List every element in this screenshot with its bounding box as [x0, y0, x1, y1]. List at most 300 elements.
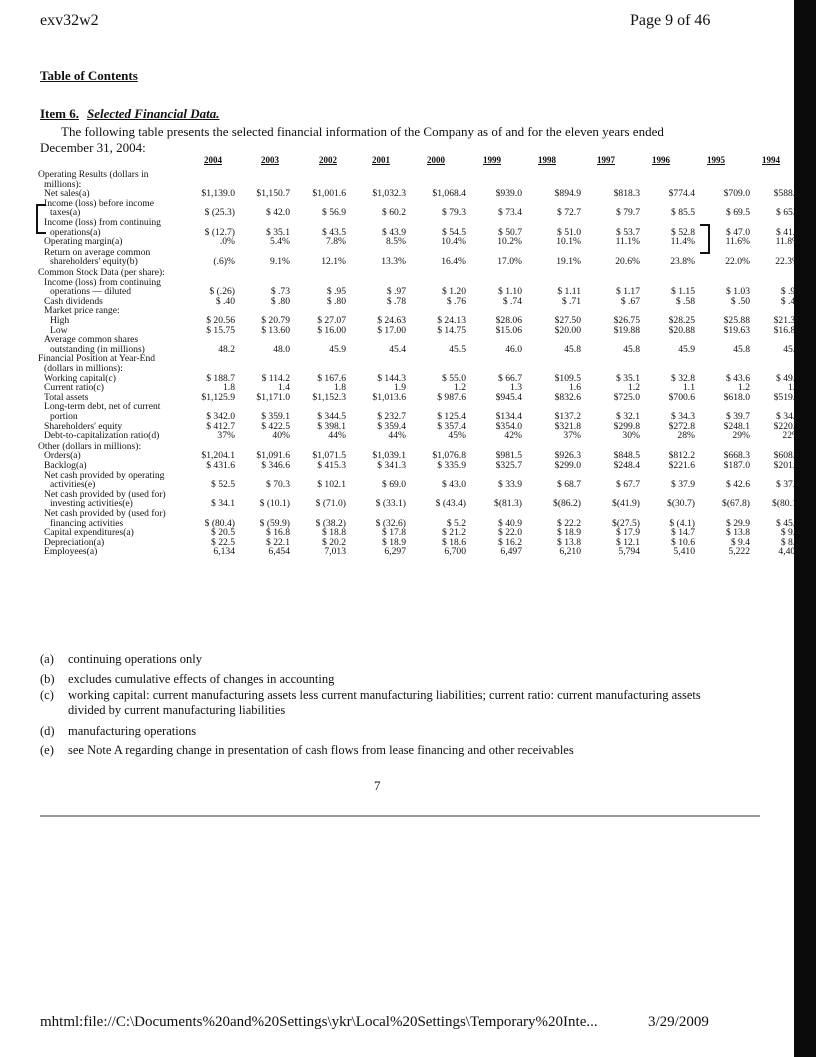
table-cell: $981.5 [495, 450, 522, 462]
footnote-tag: (c) [40, 688, 54, 702]
table-cell: $ 20.5 [211, 527, 235, 539]
table-cell: $ 1.03 [726, 286, 750, 298]
table-cell: 6,700 [444, 546, 466, 558]
table-cell: $818.3 [613, 188, 640, 200]
table-cell: $ 56.9 [322, 207, 346, 219]
row-label: Income (loss) from continuing [44, 276, 161, 288]
row-label: Employees(a) [44, 546, 98, 558]
table-cell: $ 69.0 [382, 479, 406, 491]
table-cell: $ 415.3 [317, 460, 346, 471]
row-label: Net cash provided by operating [44, 469, 165, 481]
table-cell: 22.0% [725, 256, 750, 268]
table-cell: $ 9.4 [780, 527, 800, 539]
table-cell: $ (43.4) [435, 498, 466, 510]
table-cell: 45.8 [623, 343, 640, 355]
table-cell: $ 29.9 [726, 517, 750, 529]
table-cell: $ 18.9 [382, 536, 406, 548]
footnote-text: excludes cumulative effects of changes in accounting [68, 672, 335, 686]
handwritten-bracket-right [700, 224, 710, 254]
table-cell: $(30.7) [667, 498, 695, 510]
table-cell: $ 27.07 [317, 315, 346, 326]
table-cell: $ 73.4 [498, 207, 522, 219]
table-cell: 6,134 [213, 546, 235, 558]
table-cell: $1,152.3 [312, 391, 346, 403]
row-label: Depreciation(a) [44, 536, 105, 548]
table-cell: 5,794 [618, 546, 640, 558]
row-label: Long-term debt, net of current [44, 401, 161, 413]
table-cell: (.6)% [213, 256, 235, 268]
row-label: Other (dollars in millions): [38, 440, 142, 452]
table-cell: $ 50.7 [498, 226, 522, 238]
table-cell: 42% [504, 430, 522, 442]
row-label: portion [50, 411, 78, 422]
table-cell: $700.6 [668, 391, 695, 403]
table-cell: $ 1.20 [442, 286, 466, 298]
footnote-tag: (d) [40, 724, 55, 738]
table-cell: $848.5 [613, 450, 640, 462]
table-cell: $ 51.0 [557, 226, 581, 238]
table-cell: 5,222 [728, 546, 750, 558]
table-cell: 11.6% [725, 236, 750, 248]
table-cell: $ 43.9 [382, 226, 406, 238]
table-cell: $27.50 [554, 315, 581, 326]
table-cell: 1.4 [278, 382, 290, 394]
table-cell: $ (4.1) [669, 517, 695, 529]
table-cell: 10.1% [556, 236, 581, 248]
item-heading [40, 106, 220, 122]
table-cell: $ 342.0 [206, 411, 235, 422]
table-cell: $187.0 [723, 460, 750, 471]
table-of-contents-link[interactable]: Table of Contents [40, 68, 138, 83]
table-cell: 10.4% [441, 236, 466, 248]
table-cell: $ (25.3) [204, 207, 235, 219]
table-cell: 7,013 [324, 546, 346, 558]
row-label: Net cash provided by (used for) [44, 488, 166, 500]
table-cell: 30% [622, 430, 640, 442]
table-cell: $ 41.2 [776, 226, 800, 238]
table-cell: 23.8% [670, 256, 695, 268]
table-cell: 45.5 [449, 343, 466, 355]
table-cell: $15.06 [495, 324, 522, 336]
year-header-2003: 2003 [261, 155, 279, 165]
table-cell: 5,410 [673, 546, 695, 558]
table-cell: $ 341.3 [377, 460, 406, 471]
intro-paragraph: The following table presents the selected financial information of the Company as of and for the eleven years ended December 31, 2004: [40, 124, 664, 155]
table-cell: $ 5.2 [446, 517, 466, 529]
table-cell: $109.5 [554, 372, 581, 384]
table-cell: $ 49.3 [776, 372, 800, 384]
table-cell: $ 14.7 [671, 527, 695, 539]
table-cell: $ 37.9 [671, 479, 695, 491]
table-cell: $ 52.5 [211, 479, 235, 491]
table-cell: $945.4 [495, 391, 522, 403]
table-cell: 6,210 [559, 546, 581, 558]
table-cell: 6,497 [500, 546, 522, 558]
table-cell: $ .67 [620, 295, 640, 307]
row-label: Total assets [44, 391, 89, 403]
table-cell: $19.88 [613, 324, 640, 336]
table-cell: .0% [219, 236, 235, 248]
table-cell: $1,039.1 [372, 450, 406, 462]
table-cell: $ 9.4 [730, 536, 750, 548]
table-cell: $26.75 [613, 315, 640, 326]
table-cell: $519.2 [773, 391, 800, 403]
table-cell: $1,071.5 [312, 450, 346, 462]
table-cell: $ 66.7 [498, 372, 522, 384]
footnote-text: working capital: current manufacturing assets less current manufacturing liabilities; current ratio: current manufacturing assets divided by current manufacturing liabilities [68, 688, 701, 717]
table-cell: $ 232.7 [377, 411, 406, 422]
table-cell: 22.3% [775, 256, 800, 268]
table-cell: 17.0% [497, 256, 522, 268]
row-label: Average common shares [44, 334, 139, 346]
footnote-a [40, 652, 708, 667]
table-cell: 1.8 [223, 382, 235, 394]
table-cell: $272.8 [668, 420, 695, 432]
table-cell: $ 24.13 [437, 315, 466, 326]
row-label: (dollars in millions): [44, 363, 123, 374]
table-cell: 1.2 [454, 382, 466, 394]
table-cell: 19.1% [556, 256, 581, 268]
table-cell: $1,013.6 [372, 391, 406, 403]
row-label: Financial Position at Year-End [38, 353, 156, 365]
row-label: Operating margin(a) [44, 236, 123, 248]
row-label: Orders(a) [44, 450, 81, 462]
table-cell: $ 20.2 [322, 536, 346, 548]
table-cell: $134.4 [495, 411, 522, 422]
table-cell: $ 359.4 [377, 420, 406, 432]
table-cell: 11.4% [670, 236, 695, 248]
row-label: investing activities(e) [50, 498, 133, 510]
table-cell: $ 60.2 [382, 207, 406, 219]
table-cell: $ 1.17 [616, 286, 640, 298]
footnote-c [40, 688, 708, 718]
table-cell: 8.5% [386, 236, 406, 248]
row-label: Debt-to-capitalization ratio(d) [44, 430, 160, 442]
table-cell: 45.9 [783, 343, 800, 355]
table-cell: 16.4% [441, 256, 466, 268]
table-cell: $ 15.75 [206, 324, 235, 336]
year-header-1994: 1994 [762, 155, 780, 165]
table-cell: $ .71 [561, 295, 581, 307]
table-cell: $ 32.1 [616, 411, 640, 422]
table-cell: $ 102.1 [317, 479, 346, 491]
year-header-2001: 2001 [372, 155, 390, 165]
table-cell: $ .80 [326, 295, 346, 307]
table-cell: 1.4 [788, 382, 800, 394]
table-cell: $894.9 [554, 188, 581, 200]
table-cell: $ 22.0 [498, 527, 522, 539]
table-cell: $299.0 [554, 460, 581, 471]
table-cell: 20.6% [615, 256, 640, 268]
table-cell: $ .95 [326, 286, 346, 298]
row-label: High [50, 315, 70, 326]
table-cell: $ 398.1 [317, 420, 346, 432]
table-cell: $ .90 [780, 286, 800, 298]
row-label: financing activities [50, 517, 124, 529]
table-cell: $ 45.1 [776, 517, 800, 529]
table-cell: 9.1% [270, 256, 290, 268]
table-cell: 11.1% [615, 236, 640, 248]
table-cell: $ 69.5 [726, 207, 750, 219]
row-label: operations(a) [50, 226, 101, 238]
table-cell: $ 47.0 [726, 226, 750, 238]
table-cell: $201.6 [773, 460, 800, 471]
table-cell: 4,405 [778, 546, 800, 558]
year-header-2002: 2002 [319, 155, 337, 165]
table-cell: 45.8 [733, 343, 750, 355]
table-cell: $ (80.4) [204, 517, 235, 529]
table-cell: 1.9 [394, 382, 406, 394]
table-cell: $299.8 [613, 420, 640, 432]
table-cell: $1,204.1 [201, 450, 235, 462]
table-cell: 13.3% [381, 256, 406, 268]
table-cell: $ 18.6 [442, 536, 466, 548]
row-label: Current ratio(c) [44, 382, 104, 394]
table-cell: $ 17.00 [377, 324, 406, 336]
footnote-tag: (b) [40, 672, 55, 686]
year-header-1995: 1995 [707, 155, 725, 165]
row-label: activities(e) [50, 479, 96, 491]
table-cell: 45.9 [329, 343, 346, 355]
table-cell: $668.3 [723, 450, 750, 462]
table-cell: $ 344.5 [317, 411, 346, 422]
footnote-tag: (e) [40, 743, 54, 757]
year-header-1996: 1996 [652, 155, 670, 165]
table-cell: $ 412.7 [206, 420, 235, 432]
table-cell: $ 34.1 [211, 498, 235, 510]
table-cell: 12.1% [321, 256, 346, 268]
table-cell: $ 1.11 [557, 286, 581, 298]
table-cell: $ (33.1) [375, 498, 406, 510]
row-label: Cash dividends [44, 295, 103, 307]
table-cell: $220.3 [773, 420, 800, 432]
table-cell: $ 17.8 [382, 527, 406, 539]
table-cell: $ .73 [270, 286, 290, 298]
table-cell: $28.25 [668, 315, 695, 326]
table-cell: $ 431.6 [206, 460, 235, 471]
table-cell: $ 43.6 [726, 372, 750, 384]
table-cell: $ .78 [386, 295, 406, 307]
table-cell: 48.0 [273, 343, 290, 355]
table-cell: $20.88 [668, 324, 695, 336]
table-cell: $ 34.9 [776, 411, 800, 422]
year-header-1998: 1998 [538, 155, 556, 165]
table-cell: $ 987.6 [437, 391, 466, 403]
row-label: Income (loss) from continuing [44, 217, 161, 228]
table-cell: $ 40.9 [498, 517, 522, 529]
document-id: exv32w2 [40, 12, 99, 29]
table-cell: $19.63 [723, 324, 750, 336]
table-cell: $ 8.2 [780, 536, 800, 548]
table-cell: $608.5 [773, 450, 800, 462]
table-cell: $ (71.0) [315, 498, 346, 510]
table-cell: $ 1.10 [498, 286, 522, 298]
table-cell: $ .42 [780, 295, 800, 307]
table-cell: $812.2 [668, 450, 695, 462]
table-cell: $ 85.5 [671, 207, 695, 219]
footnote-text: manufacturing operations [68, 724, 197, 738]
table-cell: $ (.26) [209, 286, 235, 298]
table-cell: $1,150.7 [256, 188, 290, 200]
table-cell: 44% [328, 430, 346, 442]
year-header-1999: 1999 [483, 155, 501, 165]
table-cell: $ 357.4 [437, 420, 466, 432]
table-cell: $1,001.6 [312, 188, 346, 200]
table-cell: 37% [563, 430, 581, 442]
year-header-2004: 2004 [204, 155, 222, 165]
table-cell: $354.0 [495, 420, 522, 432]
table-cell: 48.2 [218, 343, 235, 355]
table-cell: 1.3 [510, 382, 522, 394]
table-cell: $ 43.0 [442, 479, 466, 491]
table-cell: 10.2% [497, 236, 522, 248]
table-cell: $(27.5) [612, 517, 640, 529]
table-cell: 7.8% [326, 236, 346, 248]
table-cell: $926.3 [554, 450, 581, 462]
table-cell: $ 37.0 [776, 479, 800, 491]
row-label: Low [50, 324, 68, 336]
row-label: taxes(a) [50, 207, 81, 219]
row-label: Common Stock Data (per share): [38, 267, 165, 278]
row-label: outstanding (in millions) [50, 343, 145, 355]
table-cell: $ .80 [270, 295, 290, 307]
table-cell: $28.06 [495, 315, 522, 326]
table-cell: 45% [448, 430, 466, 442]
table-cell: $ 52.8 [671, 226, 695, 238]
table-cell: 22% [782, 430, 800, 442]
table-cell: $774.4 [668, 188, 695, 200]
footnote-b [40, 672, 708, 687]
item-number: Item 6. [40, 106, 79, 121]
table-cell: 5.4% [270, 236, 290, 248]
table-cell: $939.0 [495, 188, 522, 200]
table-cell: $ (12.7) [204, 226, 235, 238]
table-cell: $ 22.1 [266, 536, 290, 548]
table-cell: $ 35.1 [616, 372, 640, 384]
table-cell: $709.0 [723, 188, 750, 200]
table-cell: $ 346.6 [261, 460, 290, 471]
table-cell: $ .74 [502, 295, 522, 307]
row-label: millions): [44, 178, 82, 190]
table-cell: 40% [272, 430, 290, 442]
table-cell: $ 34.3 [671, 411, 695, 422]
table-cell: $ 167.6 [317, 372, 346, 384]
table-cell: 44% [388, 430, 406, 442]
row-label: Backlog(a) [44, 460, 87, 471]
table-cell: $ 16.8 [266, 527, 290, 539]
footnote-d [40, 724, 708, 739]
table-cell: 1.8 [334, 382, 346, 394]
year-header-1997: 1997 [597, 155, 615, 165]
table-cell: $725.0 [613, 391, 640, 403]
table-cell: $ 42.6 [726, 479, 750, 491]
footnote-tag: (a) [40, 652, 54, 666]
table-cell: $ 70.3 [266, 479, 290, 491]
table-cell: $325.7 [495, 460, 522, 471]
table-cell: $ 18.8 [322, 527, 346, 539]
table-cell: $ 39.7 [726, 411, 750, 422]
table-cell: $ 13.8 [726, 527, 750, 539]
table-cell: $221.6 [668, 460, 695, 471]
footer-date: 3/29/2009 [648, 1014, 709, 1030]
table-cell: $ 24.63 [377, 315, 406, 326]
table-cell: $1,032.3 [372, 188, 406, 200]
row-label: Net sales(a) [44, 188, 90, 200]
table-cell: 1.2 [738, 382, 750, 394]
table-cell: $ 22.2 [557, 517, 581, 529]
table-cell: $ 359.1 [261, 411, 290, 422]
table-cell: $(41.9) [612, 498, 640, 510]
page-number: 7 [374, 778, 381, 793]
table-cell: $(81.3) [494, 498, 522, 510]
table-cell: $ 10.6 [671, 536, 695, 548]
table-cell: $ 65.2 [776, 207, 800, 219]
page-bottom-rule [40, 815, 760, 817]
footnote-text: see Note A regarding change in presentation of cash flows from lease financing and other receivables [68, 743, 574, 757]
table-cell: $ 43.5 [322, 226, 346, 238]
table-cell: 29% [732, 430, 750, 442]
footnote-e [40, 743, 708, 758]
table-cell: $20.00 [554, 324, 581, 336]
row-label: Market price range: [44, 305, 120, 317]
table-cell: $(67.8) [722, 498, 750, 510]
table-cell: $ 20.56 [206, 315, 235, 326]
table-cell: $ (10.1) [259, 498, 290, 510]
table-cell: $ 18.9 [557, 527, 581, 539]
page-indicator: Page 9 of 46 [630, 12, 711, 29]
table-cell: $ 125.4 [437, 411, 466, 422]
row-label: Operating Results (dollars in [38, 169, 149, 180]
table-cell: $ 17.9 [616, 527, 640, 539]
table-cell: $588.0 [773, 188, 800, 200]
table-cell: $ 54.5 [442, 226, 466, 238]
table-cell: $ (38.2) [315, 517, 346, 529]
row-label: Income (loss) before income [44, 197, 155, 209]
table-cell: $321.8 [554, 420, 581, 432]
table-cell: $(86.2) [553, 498, 581, 510]
table-cell: $ 12.1 [616, 536, 640, 548]
table-cell: $ 22.5 [211, 536, 235, 548]
item-title: Selected Financial Data. [87, 106, 220, 121]
table-cell: 1.1 [683, 382, 695, 394]
table-cell: $ 188.7 [206, 372, 235, 384]
row-label: Shareholders' equity [44, 420, 123, 432]
table-cell: 45.9 [678, 343, 695, 355]
table-cell: $ 33.9 [498, 479, 522, 491]
table-cell: 1.6 [569, 382, 581, 394]
table-cell: $21.38 [773, 315, 800, 326]
table-cell: $ 16.00 [317, 324, 346, 336]
table-cell: $ 144.3 [377, 372, 406, 384]
table-cell: $ 20.79 [261, 315, 290, 326]
table-cell: $ (32.6) [375, 517, 406, 529]
table-cell: $1,171.0 [256, 391, 290, 403]
table-cell: $1,139.0 [201, 188, 235, 200]
table-cell: $ (59.9) [259, 517, 290, 529]
table-cell: $ 68.7 [557, 479, 581, 491]
table-cell: $(80.1) [772, 498, 800, 510]
table-cell: $ 42.0 [266, 207, 290, 219]
handwritten-bracket-left [36, 204, 46, 234]
table-cell: $ 422.5 [261, 420, 290, 432]
table-cell: 45.8 [564, 343, 581, 355]
table-cell: 37% [217, 430, 235, 442]
table-cell: $618.0 [723, 391, 750, 403]
table-cell: $1,068.4 [432, 188, 466, 200]
table-cell: $832.6 [554, 391, 581, 403]
table-cell: $ 72.7 [557, 207, 581, 219]
table-cell: $25.88 [723, 315, 750, 326]
